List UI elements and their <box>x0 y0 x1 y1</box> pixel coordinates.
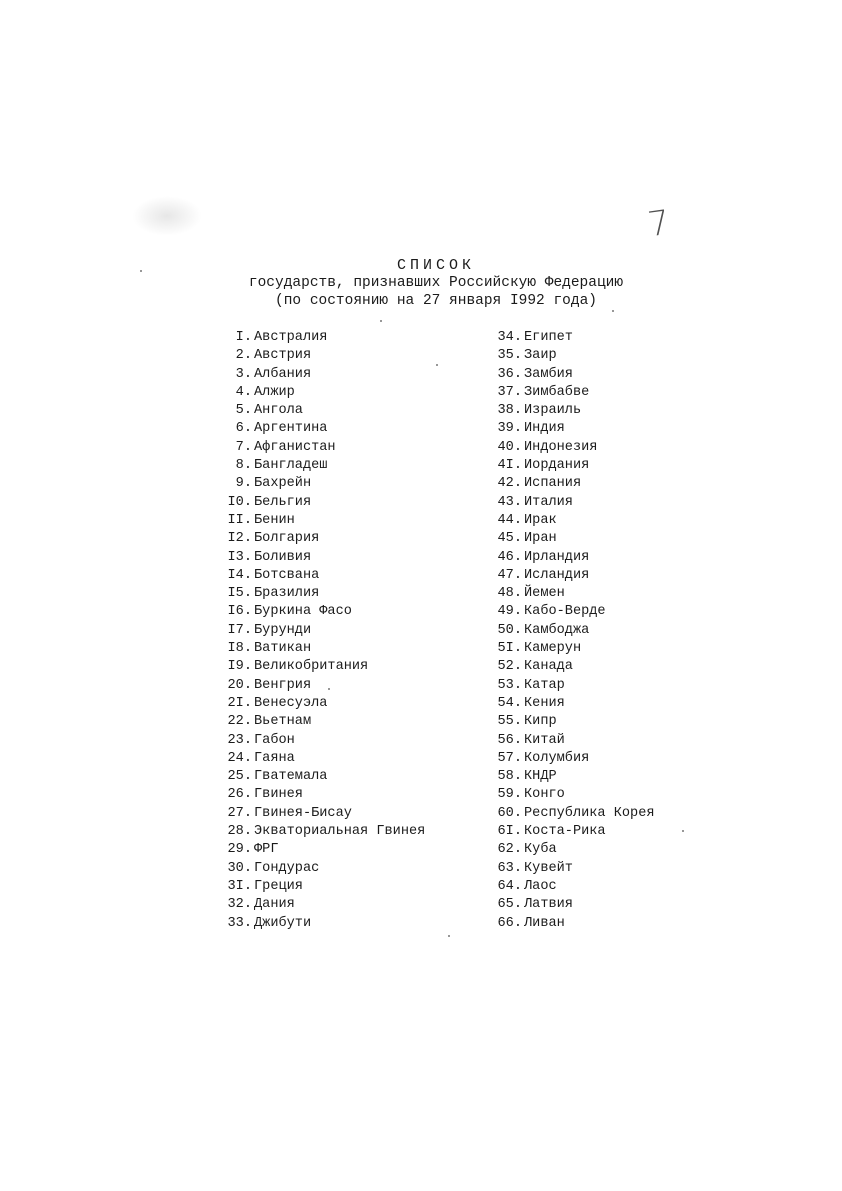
item-number: 60. <box>497 805 522 821</box>
country-name: Экваториальная Гвинея <box>254 824 426 840</box>
country-list-item <box>218 713 478 731</box>
country-list-item <box>488 439 688 457</box>
country-list-item <box>218 768 478 786</box>
scan-speck <box>328 688 330 690</box>
country-name: Ливан <box>524 915 565 931</box>
item-number: 30. <box>227 860 252 876</box>
scan-speck <box>612 310 614 312</box>
country-list-item <box>488 640 688 658</box>
item-number: 52. <box>497 659 522 675</box>
item-number: II. <box>227 512 252 528</box>
country-name: Бенин <box>254 512 295 528</box>
country-list-item <box>488 786 688 804</box>
country-name: Израиль <box>524 403 582 419</box>
country-list-item <box>218 549 478 567</box>
country-list-item <box>218 622 478 640</box>
country-name: Испания <box>524 476 582 492</box>
item-number: 38. <box>497 403 522 419</box>
item-number: 4I. <box>497 458 522 474</box>
country-list-item <box>218 658 478 676</box>
item-number: 25. <box>227 769 252 785</box>
country-list-item <box>218 329 478 347</box>
country-name: Индонезия <box>524 439 598 455</box>
item-number: 43. <box>497 494 522 510</box>
country-list-item <box>218 494 478 512</box>
country-list-item <box>218 347 478 365</box>
scan-smudge <box>132 196 202 236</box>
country-name: Гвинея-Бисау <box>254 805 352 821</box>
country-name: Болгария <box>254 531 320 547</box>
country-name: Республика Корея <box>524 805 655 821</box>
country-list-item <box>488 329 688 347</box>
country-list-item <box>488 475 688 493</box>
country-name: Кения <box>524 695 565 711</box>
country-name: Камбоджа <box>524 622 590 638</box>
item-number: I9. <box>227 659 252 675</box>
item-number: 6. <box>235 421 252 437</box>
country-list-item <box>488 823 688 841</box>
item-number: 56. <box>497 732 522 748</box>
country-name: Дания <box>254 897 295 913</box>
item-number: 26. <box>227 787 252 803</box>
country-list-item <box>218 878 478 896</box>
item-number: I8. <box>227 641 252 657</box>
country-list-item <box>218 585 478 603</box>
country-name: Венгрия <box>254 677 312 693</box>
item-number: 50. <box>497 622 522 638</box>
country-name: Буркина Фасо <box>254 604 352 620</box>
item-number: 58. <box>497 769 522 785</box>
country-name: Катар <box>524 677 565 693</box>
country-name: Коста-Рика <box>524 824 606 840</box>
country-name: Бельгия <box>254 494 312 510</box>
country-name: Исландия <box>524 567 590 583</box>
country-name: Австралия <box>254 330 328 345</box>
item-number: 55. <box>497 714 522 730</box>
country-list-item <box>488 878 688 896</box>
country-name: Камерун <box>524 641 582 657</box>
country-name: Венесуэла <box>254 695 328 711</box>
country-list-item <box>488 841 688 859</box>
scan-speck <box>436 364 438 366</box>
country-list-item <box>218 475 478 493</box>
country-list-item <box>488 512 688 530</box>
country-name: Аргентина <box>254 421 328 437</box>
item-number: 2I. <box>227 695 252 711</box>
right-country-list <box>488 329 688 933</box>
country-list-item <box>488 585 688 603</box>
item-number: 4. <box>235 384 252 400</box>
item-number: I0. <box>227 494 252 510</box>
country-list-item <box>488 732 688 750</box>
item-number: 3. <box>235 366 252 382</box>
country-list-item <box>488 750 688 768</box>
item-number: 6I. <box>497 824 522 840</box>
item-number: 44. <box>497 512 522 528</box>
country-list-item <box>488 677 688 695</box>
document-title: СПИСОК <box>396 257 475 274</box>
country-name: Конго <box>524 787 565 803</box>
country-name: Египет <box>524 330 573 345</box>
document-date-line: (по состоянию на 27 января I992 года) <box>275 293 597 309</box>
item-number: 59. <box>497 787 522 803</box>
country-list-item <box>488 494 688 512</box>
country-name: Ангола <box>254 403 303 419</box>
item-number: 39. <box>497 421 522 437</box>
item-number: 57. <box>497 750 522 766</box>
country-list-item <box>218 457 478 475</box>
country-list-item <box>218 366 478 384</box>
item-number: 35. <box>497 348 522 364</box>
country-name: Зимбабве <box>524 384 590 400</box>
country-name: Ботсвана <box>254 567 320 583</box>
handwritten-page-number: 7 <box>645 202 673 246</box>
item-number: 66. <box>497 915 522 931</box>
country-name: Афганистан <box>254 439 336 455</box>
item-number: 29. <box>227 842 252 858</box>
scan-speck <box>140 270 142 272</box>
country-name: Бурунди <box>254 622 312 638</box>
country-list-item <box>488 658 688 676</box>
country-name: Вьетнам <box>254 714 312 730</box>
country-list-item <box>488 567 688 585</box>
country-list-item <box>488 622 688 640</box>
item-number: 22. <box>227 714 252 730</box>
country-name: Гвинея <box>254 787 303 803</box>
country-list-item <box>488 402 688 420</box>
item-number: 49. <box>497 604 522 620</box>
country-name: Замбия <box>524 366 573 382</box>
country-list-item <box>488 915 688 933</box>
document-subtitle: государств, признавших Российскую Федерацию <box>248 275 624 291</box>
item-number: 24. <box>227 750 252 766</box>
item-number: I. <box>235 330 252 345</box>
scan-speck <box>380 320 382 322</box>
country-name: Австрия <box>254 348 312 364</box>
country-name: Ватикан <box>254 641 312 657</box>
country-name: Греция <box>254 878 303 894</box>
country-list-item <box>218 896 478 914</box>
scan-speck <box>682 830 684 832</box>
country-list-item <box>488 603 688 621</box>
item-number: 46. <box>497 549 522 565</box>
item-number: 8. <box>235 458 252 474</box>
country-name: Бахрейн <box>254 476 312 492</box>
country-name: Джибути <box>254 915 312 931</box>
country-name: Кувейт <box>524 860 573 876</box>
country-name: Ирак <box>524 512 557 528</box>
item-number: 64. <box>497 878 522 894</box>
country-list-item <box>218 732 478 750</box>
country-list-item <box>488 384 688 402</box>
item-number: 47. <box>497 567 522 583</box>
item-number: 36. <box>497 366 522 382</box>
item-number: 62. <box>497 842 522 858</box>
item-number: 2. <box>235 348 252 364</box>
country-name: Иордания <box>524 458 590 474</box>
left-country-list <box>218 329 478 933</box>
item-number: I2. <box>227 531 252 547</box>
item-number: 5. <box>235 403 252 419</box>
country-list-item <box>488 805 688 823</box>
country-list-item <box>218 860 478 878</box>
country-name: Габон <box>254 732 295 748</box>
item-number: 20. <box>227 677 252 693</box>
country-name: Канада <box>524 659 573 675</box>
item-number: 37. <box>497 384 522 400</box>
item-number: 34. <box>497 330 522 345</box>
country-name: Кипр <box>524 714 557 730</box>
country-name: Китай <box>524 732 565 748</box>
country-name: Великобритания <box>254 659 369 675</box>
country-list-item <box>218 567 478 585</box>
country-list-item <box>488 713 688 731</box>
country-list-item <box>218 402 478 420</box>
country-list-item <box>488 366 688 384</box>
country-list-item <box>218 786 478 804</box>
country-list-item <box>218 512 478 530</box>
country-list-item <box>488 549 688 567</box>
item-number: 65. <box>497 897 522 913</box>
country-list-item <box>488 530 688 548</box>
item-number: I5. <box>227 586 252 602</box>
country-list-item <box>488 347 688 365</box>
country-list-item <box>488 860 688 878</box>
scan-speck <box>448 935 450 937</box>
country-name: Кабо-Верде <box>524 604 606 620</box>
item-number: 3I. <box>227 878 252 894</box>
item-number: 53. <box>497 677 522 693</box>
country-list-item <box>218 384 478 402</box>
country-list-item <box>218 640 478 658</box>
country-name: Латвия <box>524 897 573 913</box>
country-list-item <box>218 439 478 457</box>
item-number: 63. <box>497 860 522 876</box>
item-number: 32. <box>227 897 252 913</box>
country-list-item <box>488 896 688 914</box>
item-number: 23. <box>227 732 252 748</box>
country-list-item <box>218 530 478 548</box>
country-name: Лаос <box>524 878 557 894</box>
country-name: Гондурас <box>254 860 320 876</box>
item-number: I4. <box>227 567 252 583</box>
country-list-item <box>488 420 688 438</box>
country-list-item <box>218 420 478 438</box>
item-number: 9. <box>235 476 252 492</box>
country-name: КНДР <box>524 769 557 785</box>
country-name: Куба <box>524 842 557 858</box>
item-number: 54. <box>497 695 522 711</box>
country-list-item <box>218 805 478 823</box>
item-number: 27. <box>227 805 252 821</box>
item-number: 45. <box>497 531 522 547</box>
country-name: Алжир <box>254 384 295 400</box>
item-number: 5I. <box>497 641 522 657</box>
country-name: Албания <box>254 366 312 382</box>
country-name: Ирландия <box>524 549 590 565</box>
country-list-item <box>218 603 478 621</box>
country-name: Йемен <box>524 586 565 602</box>
country-name: Италия <box>524 494 573 510</box>
country-name: Боливия <box>254 549 312 565</box>
country-name: ФРГ <box>254 842 279 858</box>
item-number: I3. <box>227 549 252 565</box>
country-list-item <box>488 457 688 475</box>
item-number: I6. <box>227 604 252 620</box>
country-list-item <box>218 915 478 933</box>
item-number: 33. <box>227 915 252 931</box>
country-list-item <box>488 695 688 713</box>
country-name: Бразилия <box>254 586 320 602</box>
country-name: Заир <box>524 348 557 364</box>
item-number: I7. <box>227 622 252 638</box>
country-name: Гаяна <box>254 750 295 766</box>
country-list-item <box>218 841 478 859</box>
country-list-item <box>218 695 478 713</box>
country-list-item <box>488 768 688 786</box>
country-name: Гватемала <box>254 769 328 785</box>
country-list-item <box>218 750 478 768</box>
item-number: 48. <box>497 586 522 602</box>
country-list-item <box>218 823 478 841</box>
item-number: 40. <box>497 439 522 455</box>
item-number: 7. <box>235 439 252 455</box>
country-name: Индия <box>524 421 565 437</box>
country-name: Иран <box>524 531 557 547</box>
item-number: 42. <box>497 476 522 492</box>
item-number: 28. <box>227 824 252 840</box>
country-list-item <box>218 677 478 695</box>
country-name: Колумбия <box>524 750 590 766</box>
country-name: Бангладеш <box>254 458 328 474</box>
